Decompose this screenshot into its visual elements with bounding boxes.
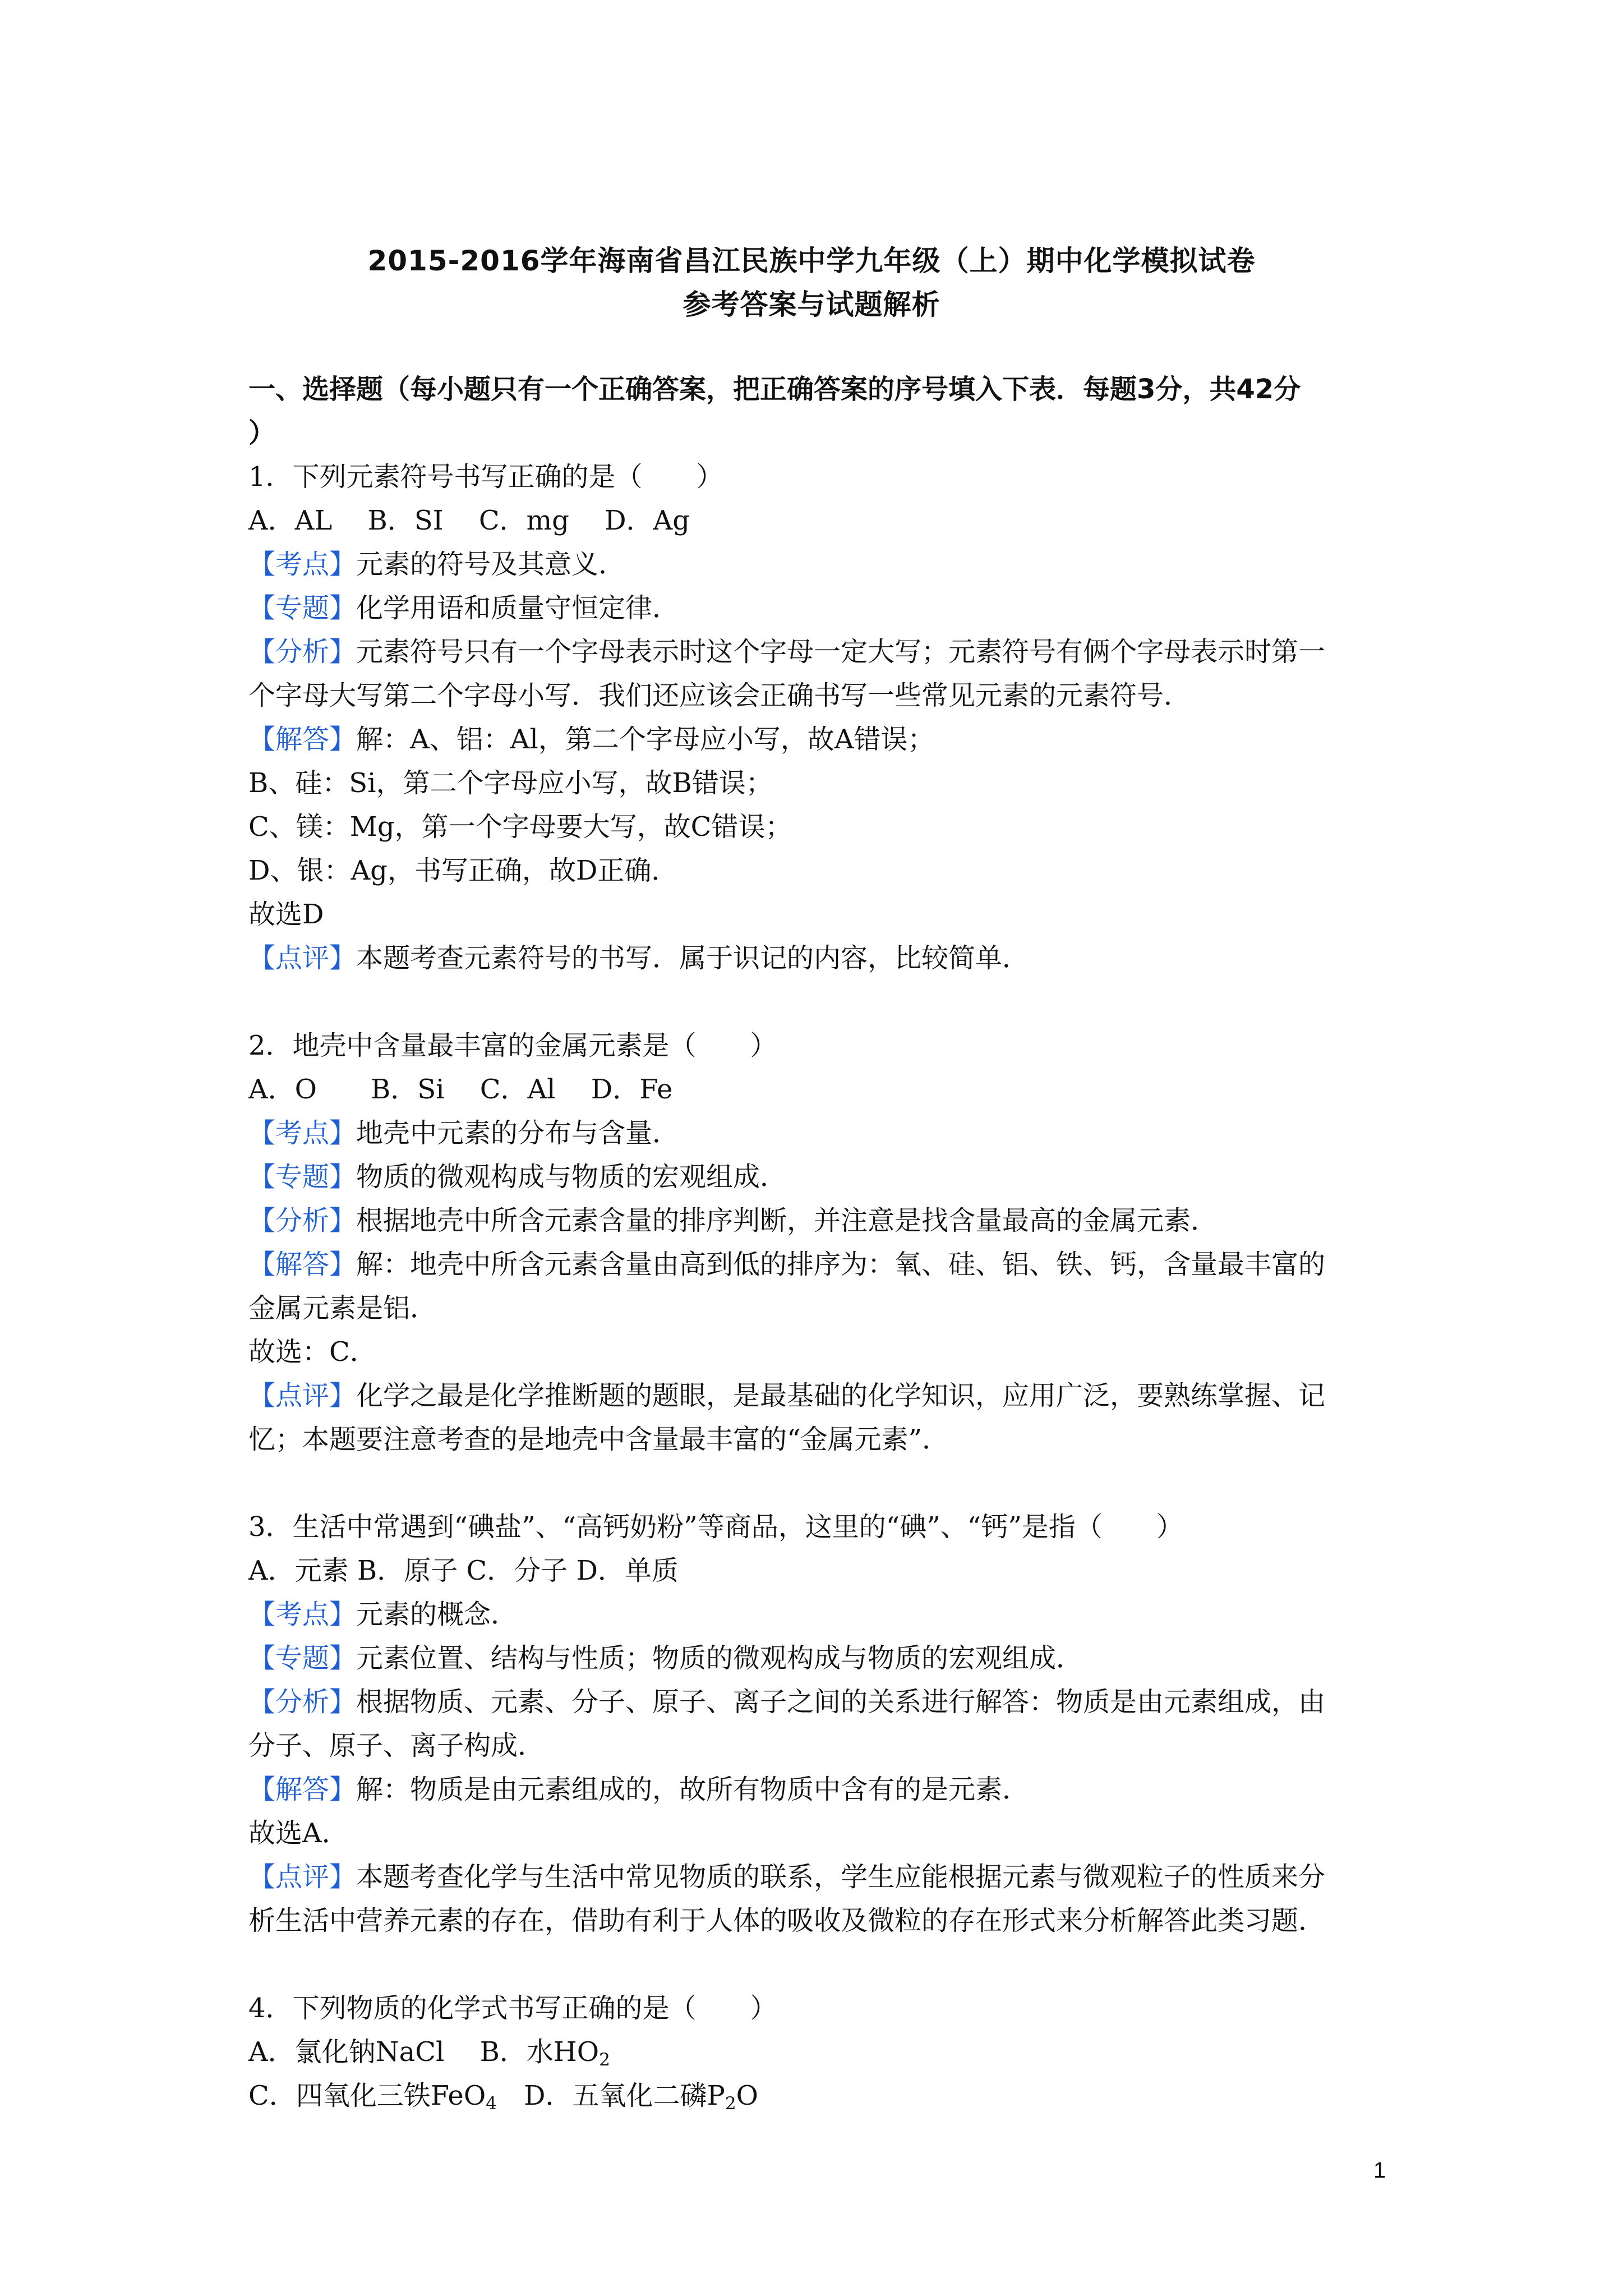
jieda-tag: 【解答】 (248, 1249, 357, 1280)
question-2-kaodian (248, 1111, 1393, 1155)
question-3-fenxi-cont: 分子、原子、离子构成． (248, 1730, 545, 1761)
kaodian-tag: 【考点】 (248, 1117, 357, 1149)
kaodian-text: 地壳中元素的分布与含量． (356, 1117, 680, 1149)
dianping-tag: 【点评】 (248, 1380, 357, 1411)
fenxi-text: 根据物质、元素、分子、原子、离子之间的关系进行解答：物质是由元素组成，由 (356, 1686, 1326, 1718)
question-3-stem: 3．生活中常遇到“碘盐”、“高钙奶粉”等商品，这里的“碘”、“钙”是指（ ） (248, 1511, 1183, 1543)
question-2-dianping-cont: 忆；本题要注意考查的是地壳中含量最丰富的“金属元素”． (248, 1424, 949, 1455)
question-2-options: A．O B．Si C．Al D．Fe (248, 1074, 673, 1105)
spacer (248, 1943, 1393, 1986)
zhuanti-text: 物质的微观构成与物质的宏观组成． (356, 1161, 787, 1193)
fenxi-tag: 【分析】 (248, 636, 357, 668)
dianping-tag: 【点评】 (248, 942, 357, 974)
question-2-stem: 2．地壳中含量最丰富的金属元素是（ ） (248, 1030, 777, 1061)
question-2-jieda (248, 1243, 1393, 1286)
question-1-stem: 1．下列元素符号书写正确的是（ ） (248, 461, 723, 493)
section-heading: 一、选择题（每小题只有一个正确答案，把正确答案的序号填入下表．每题3分，共42分 (248, 374, 1301, 405)
page-number: 1 (1373, 2158, 1386, 2183)
question-1-jieda (248, 717, 1393, 761)
fenxi-tag: 【分析】 (248, 1205, 357, 1236)
question-1-fenxi (248, 630, 1393, 674)
fenxi-text: 根据地壳中所含元素含量的排序判断，并注意是找含量最高的金属元素． (356, 1205, 1218, 1236)
dianping-text: 本题考查元素符号的书写．属于识记的内容，比较简单． (356, 942, 1030, 974)
question-1-dianping (248, 936, 1393, 980)
kaodian-tag: 【考点】 (248, 1599, 357, 1630)
jieda-text: 解：A、铝：Al，第二个字母应小写，故A错误； (356, 724, 935, 755)
document-title: 2015-2016学年海南省昌江民族中学九年级（上）期中化学模拟试卷 (367, 245, 1256, 277)
question-2-jieda-cont: 金属元素是铝． (248, 1292, 437, 1324)
zhuanti-tag: 【专题】 (248, 1161, 357, 1193)
dianping-tag: 【点评】 (248, 1861, 357, 1893)
question-3-answer: 故选A． (248, 1818, 349, 1849)
question-1-answer: 故选D (248, 899, 324, 930)
fenxi-text: 元素符号只有一个字母表示时这个字母一定大写；元素符号有俩个字母表示时第一 (356, 636, 1326, 668)
document-subtitle: 参考答案与试题解析 (683, 288, 940, 321)
option-c-subscript: 4 (486, 2093, 497, 2114)
question-1-fenxi-cont: 个字母大写第二个字母小写．我们还应该会正确书写一些常见元素的元素符号． (248, 680, 1191, 711)
question-2-dianping (248, 1374, 1393, 1418)
zhuanti-tag: 【专题】 (248, 1642, 357, 1674)
spacer (248, 1461, 1393, 1505)
question-3-kaodian (248, 1593, 1393, 1636)
kaodian-tag: 【考点】 (248, 549, 357, 580)
question-3-options: A．元素 B．原子 C．分子 D．单质 (248, 1555, 679, 1586)
option-d-text: D．五氧化二磷P (497, 2080, 725, 2111)
question-2-answer: 故选：C． (248, 1336, 377, 1368)
question-3-zhuanti (248, 1636, 1393, 1680)
document-body (248, 367, 1393, 2118)
zhuanti-text: 化学用语和质量守恒定律． (356, 592, 680, 624)
option-d-suffix: O (736, 2080, 759, 2111)
question-4-options-cd (248, 2074, 1393, 2118)
option-d-subscript: 2 (725, 2093, 736, 2114)
question-1-options: A．AL B．SI C．mg D．Ag (248, 505, 690, 536)
jieda-tag: 【解答】 (248, 1774, 357, 1805)
question-1-jieda-d: D、银：Ag，书写正确，故D正确． (248, 855, 679, 886)
dianping-text: 本题考查化学与生活中常见物质的联系，学生应能根据元素与微观粒子的性质来分 (356, 1861, 1326, 1893)
jieda-tag: 【解答】 (248, 724, 357, 755)
question-4-options-ab (248, 2030, 1393, 2074)
question-3-fenxi (248, 1680, 1393, 1724)
spacer (248, 980, 1393, 1024)
kaodian-text: 元素的概念． (356, 1599, 518, 1630)
zhuanti-tag: 【专题】 (248, 592, 357, 624)
section-heading-cont: ） (248, 417, 276, 449)
kaodian-text: 元素的符号及其意义． (356, 549, 626, 580)
option-b-subscript: 2 (599, 2049, 610, 2070)
zhuanti-text: 元素位置、结构与性质；物质的微观构成与物质的宏观组成． (356, 1642, 1083, 1674)
question-1-zhuanti (248, 586, 1393, 630)
question-3-dianping-cont: 析生活中营养元素的存在，借助有利于人体的吸收及微粒的存在形式来分析解答此类习题． (248, 1905, 1326, 1936)
jieda-text: 解：地壳中所含元素含量由高到低的排序为：氧、硅、铝、铁、钙，含量最丰富的 (356, 1249, 1326, 1280)
question-1-kaodian (248, 542, 1393, 586)
question-3-dianping (248, 1855, 1393, 1899)
option-ab-text: A．氯化钠NaCl B．水HO (248, 2036, 600, 2068)
option-c-text: C．四氧化三铁FeO (248, 2080, 486, 2111)
question-4-stem: 4．下列物质的化学式书写正确的是（ ） (248, 1993, 777, 2024)
question-2-zhuanti (248, 1155, 1393, 1199)
jieda-text: 解：物质是由元素组成的，故所有物质中含有的是元素． (356, 1774, 1030, 1805)
fenxi-tag: 【分析】 (248, 1686, 357, 1718)
question-1-jieda-c: C、镁：Mg，第一个字母要大写，故C错误； (248, 811, 792, 843)
question-3-jieda (248, 1768, 1393, 1811)
dianping-text: 化学之最是化学推断题的题眼，是最基础的化学知识，应用广泛，要熟练掌握、记 (356, 1380, 1326, 1411)
question-1-jieda-b: B、硅：Si，第二个字母应小写，故B错误； (248, 767, 773, 799)
question-2-fenxi (248, 1199, 1393, 1243)
